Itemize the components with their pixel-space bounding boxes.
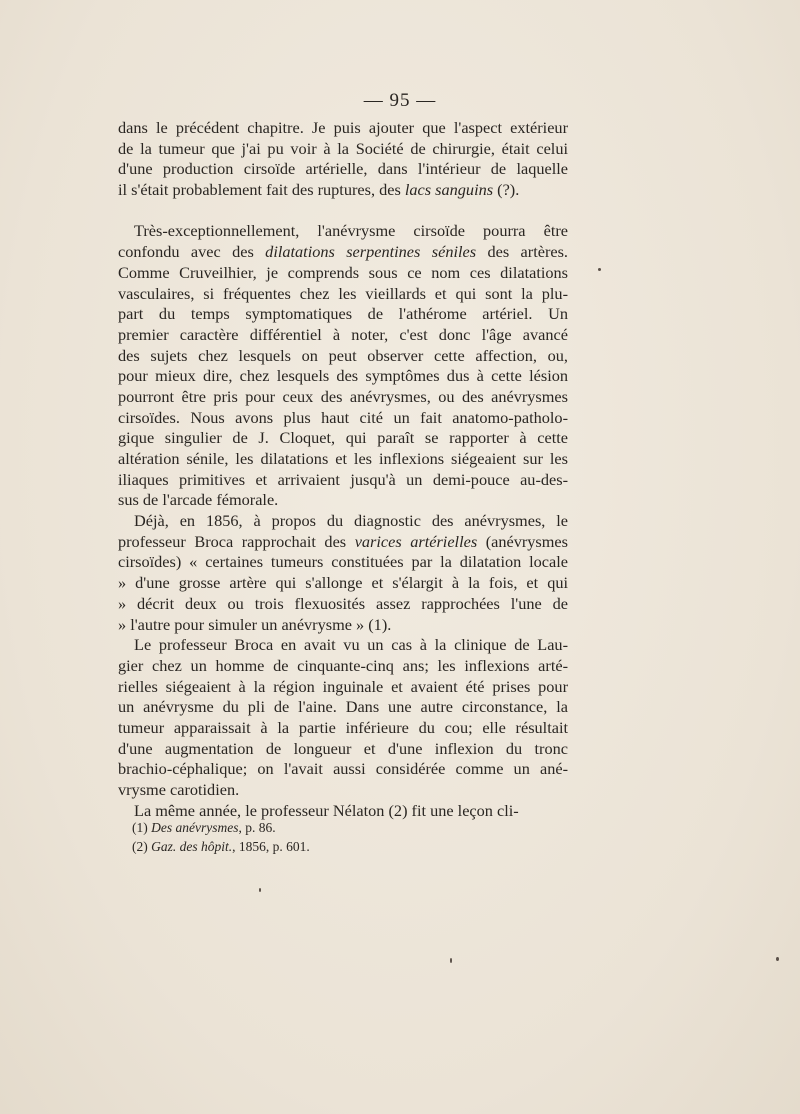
- text-segment: » décrit deux ou trois flexuosités assez rapprochées l'une de: [118, 593, 568, 613]
- text-segment: professeur Broca rapprochait des: [118, 531, 355, 551]
- text-segment: il s'était probablement fait des ruptures, des: [118, 180, 405, 200]
- text-segment: d'une augmentation de longueur et d'une inflexion du tronc: [118, 738, 568, 758]
- text-line: [118, 511, 568, 532]
- paragraph: [118, 221, 568, 511]
- italic-text: Des anévrysmes: [151, 820, 239, 835]
- text-line: [118, 677, 568, 698]
- text-segment: brachio-céphalique; on l'avait aussi considérée comme un ané-: [118, 759, 568, 779]
- text-line: [118, 387, 568, 408]
- text-segment: pour mieux dire, chez lesquels des symptômes dus à cette lésion: [118, 366, 568, 386]
- text-segment: Très-exceptionnellement, l'anévrysme cirsoïde pourra être: [134, 221, 568, 241]
- body-text: [118, 118, 568, 821]
- text-line: [118, 346, 568, 367]
- italic-text: varices artérielles: [354, 531, 478, 551]
- paragraph: [118, 118, 568, 201]
- text-segment: cirsoïdes) « certaines tumeurs constituées par la dilatation locale: [118, 552, 568, 572]
- italic-text: dilatations serpentines séniles: [265, 242, 477, 262]
- text-segment: Déjà, en 1856, à propos du diagnostic des anévrysmes, le: [134, 511, 568, 531]
- paper-speck: [259, 888, 261, 892]
- text-segment: des artères.: [476, 242, 569, 262]
- footnote: [132, 818, 532, 837]
- text-segment: d'une production cirsoïde artérielle, dans l'intérieur de laquelle: [118, 159, 568, 179]
- text-line: [118, 284, 568, 305]
- text-line: [118, 139, 568, 160]
- footnotes: [132, 818, 532, 856]
- text-line: [118, 304, 568, 325]
- text-segment: tumeur apparaissait à la partie inférieure du cou; elle résultait: [118, 717, 568, 737]
- text-segment: » l'autre pour simuler un anévrysme » (1).: [118, 614, 392, 634]
- text-segment: part du temps symptomatiques de l'athérome artériel. Un: [118, 304, 568, 324]
- footnote: [132, 837, 532, 856]
- italic-text: lacs sanguins: [404, 180, 494, 200]
- text-segment: rielles siégeaient à la région inguinale et avaient été prises pour: [118, 676, 568, 696]
- text-segment: cirsoïdes. Nous avons plus haut cité un fait anatomo-patholo-: [118, 407, 568, 427]
- paper-speck: [776, 957, 779, 961]
- text-line: [118, 532, 568, 553]
- text-line: [118, 180, 568, 201]
- text-segment: altération sénile, les dilatations et les inflexions siégeaient sur les: [118, 449, 568, 468]
- text-line: [118, 573, 568, 594]
- text-line: [118, 470, 568, 491]
- text-segment: La même année, le professeur Nélaton (2) fit une leçon cli-: [134, 800, 519, 820]
- text-line: [118, 428, 568, 449]
- paragraph: [118, 635, 568, 801]
- text-line: [118, 635, 568, 656]
- text-segment: Le professeur Broca en avait vu un cas à la clinique de Lau-: [134, 635, 568, 655]
- text-segment: vrysme carotidien.: [118, 780, 240, 799]
- text-segment: des sujets chez lesquels on peut observer cette affection, ou,: [118, 345, 568, 365]
- page-number: — 95 —: [363, 90, 437, 111]
- text-line: [118, 739, 568, 760]
- text-line: [118, 449, 568, 470]
- text-segment: premier caractère différentiel à noter, c'est donc l'âge avancé: [118, 324, 568, 344]
- text-segment: (1): [132, 820, 152, 835]
- text-line: [118, 221, 568, 242]
- text-segment: sus de l'arcade fémorale.: [118, 490, 279, 510]
- text-line: [118, 780, 568, 801]
- text-segment: gier chez un homme de cinquante-cinq ans; les inflexions arté-: [118, 655, 568, 675]
- text-line: [118, 615, 568, 636]
- text-segment: gique singulier de J. Cloquet, qui paraît se rapporter à cette: [118, 428, 568, 448]
- paper-speck: [598, 268, 601, 271]
- paragraph-gap: [118, 201, 568, 222]
- text-segment: (2): [132, 839, 152, 854]
- text-segment: (anévrysmes: [477, 531, 568, 551]
- text-segment: , p. 86.: [238, 820, 276, 835]
- text-segment: (?).: [493, 180, 520, 200]
- text-segment: pourront être pris pour ceux des anévrysmes, ou des anévrysmes: [118, 386, 568, 406]
- text-segment: » d'une grosse artère qui s'allonge et s'élargit à la fois, et qui: [118, 573, 568, 593]
- text-line: [118, 552, 568, 573]
- text-segment: dans le précédent chapitre. Je puis ajouter que l'aspect extérieur: [118, 118, 568, 137]
- text-line: [118, 697, 568, 718]
- text-line: [118, 118, 568, 139]
- italic-text: Gaz. des hôpit.: [151, 839, 233, 854]
- text-line: [118, 759, 568, 780]
- text-segment: un anévrysme du pli de l'aine. Dans une autre circonstance, la: [118, 697, 568, 717]
- text-line: [118, 490, 568, 511]
- text-line: [118, 594, 568, 615]
- paper-speck: [450, 958, 452, 963]
- text-line: [118, 263, 568, 284]
- text-segment: vasculaires, si fréquentes chez les vieillards et qui sont la plu-: [118, 283, 568, 303]
- paragraph: [118, 511, 568, 635]
- text-line: [118, 325, 568, 346]
- text-line: [118, 656, 568, 677]
- text-line: [118, 718, 568, 739]
- text-segment: , 1856, p. 601.: [232, 839, 310, 854]
- text-segment: confondu avec des: [118, 242, 266, 262]
- text-segment: iliaques primitives et arrivaient jusqu'à un demi-pouce au-des-: [118, 469, 568, 489]
- text-line: [118, 366, 568, 387]
- text-line: [118, 408, 568, 429]
- text-segment: de la tumeur que j'ai pu voir à la Société de chirurgie, était celui: [118, 138, 568, 158]
- text-segment: Comme Cruveilhier, je comprends sous ce nom ces dilatations: [118, 262, 568, 282]
- text-line: [118, 242, 568, 263]
- text-line: [118, 159, 568, 180]
